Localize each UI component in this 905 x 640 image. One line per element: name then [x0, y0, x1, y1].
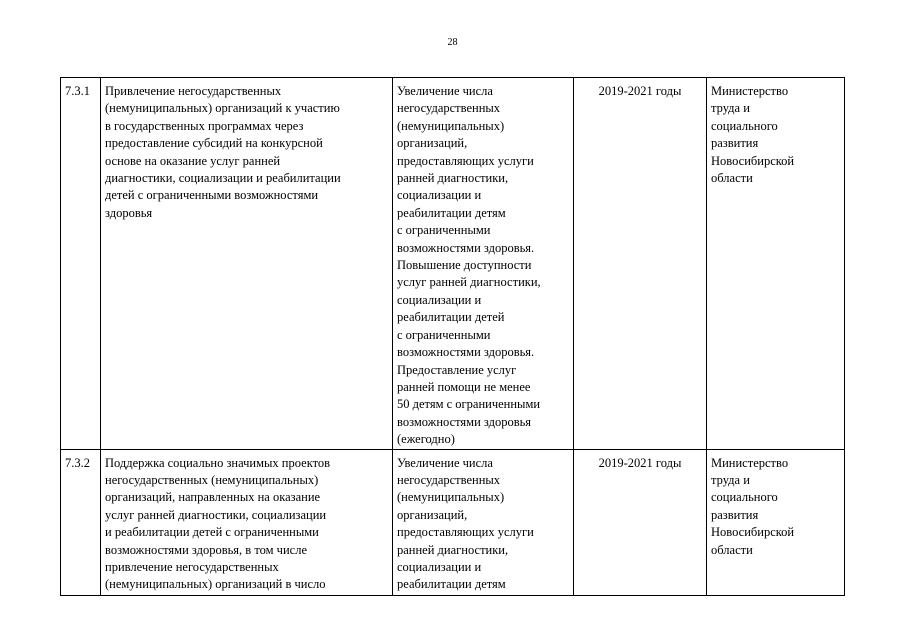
term: 2019-2021 годы	[598, 84, 682, 98]
executor-line: Министерство	[711, 455, 789, 470]
result-line: возможностями здоровья	[397, 414, 532, 429]
result-line: предоставляющих услуги	[397, 525, 534, 540]
measure-name-line: организаций, направленных на оказание	[105, 490, 321, 505]
result-line: ранней диагностики,	[397, 171, 509, 186]
result-line: Предоставление услуг	[397, 362, 517, 377]
result-line: социализации и	[397, 559, 482, 574]
measure-name-line: предоставление субсидий на конкурсной	[105, 136, 323, 151]
result-line: услуг ранней диагностики,	[397, 275, 541, 290]
result-line: социализации и	[397, 188, 482, 203]
result-line: организаций,	[397, 136, 468, 151]
result-line: с ограниченными	[397, 327, 491, 342]
item-number: 7.3.2	[65, 455, 90, 470]
result-line: реабилитации детям	[397, 577, 506, 592]
measure-name-line: детей с ограниченными возможностями	[105, 188, 319, 203]
term-cell	[574, 78, 707, 450]
measure-name-line: в государственных программах через	[105, 118, 304, 133]
result-line: возможностями здоровья.	[397, 345, 535, 360]
executor-line: труда и	[711, 472, 750, 487]
executor-line: области	[711, 171, 753, 186]
measure-name-line: здоровья	[105, 205, 153, 220]
table-row	[61, 78, 845, 450]
executor-line: Новосибирской	[711, 153, 795, 168]
result-line: социализации и	[397, 292, 482, 307]
result-line: Увеличение числа	[397, 455, 493, 470]
result-line: 50 детям с ограниченными	[397, 397, 541, 412]
executor-line: социального	[711, 118, 778, 133]
term-cell	[574, 449, 707, 595]
executor-line: развития	[711, 507, 759, 522]
result-line: организаций,	[397, 507, 468, 522]
result-line: (ежегодно)	[397, 432, 455, 447]
expected-result-cell	[393, 78, 574, 450]
result-line: возможностями здоровья.	[397, 240, 535, 255]
executor-line: Новосибирской	[711, 525, 795, 540]
measure-name-line: (немуниципальных) организаций в число	[105, 577, 326, 592]
measure-name-cell	[101, 449, 393, 595]
measure-name-line: негосударственных (немуниципальных)	[105, 472, 319, 487]
result-line: с ограниченными	[397, 223, 491, 238]
executor-line: развития	[711, 136, 759, 151]
result-line: реабилитации детям	[397, 205, 506, 220]
result-line: (немуниципальных)	[397, 118, 505, 133]
measure-name-cell	[101, 78, 393, 450]
measure-name-line: и реабилитации детей с ограниченными	[105, 525, 319, 540]
executor-cell	[707, 449, 845, 595]
result-line: негосударственных	[397, 472, 501, 487]
measure-name-line: возможностями здоровья, в том числе	[105, 542, 307, 557]
executor-line: Министерство	[711, 84, 789, 98]
term: 2019-2021 годы	[598, 455, 682, 470]
expected-result-cell	[393, 449, 574, 595]
table-row	[61, 449, 845, 595]
measure-name-line: Привлечение негосударственных	[105, 84, 282, 98]
item-number: 7.3.1	[65, 84, 90, 98]
measure-name-line: Поддержка социально значимых проектов	[105, 455, 331, 470]
measure-name-line: основе на оказание услуг ранней	[105, 153, 281, 168]
measure-name-line: услуг ранней диагностики, социализации	[105, 507, 327, 522]
result-line: Увеличение числа	[397, 84, 493, 98]
result-line: Повышение доступности	[397, 258, 532, 273]
item-number-cell	[61, 78, 101, 450]
measure-name-line: привлечение негосударственных	[105, 559, 279, 574]
result-line: негосударственных	[397, 101, 501, 116]
measure-name-line: (немуниципальных) организаций к участию	[105, 101, 340, 116]
measures-table	[60, 77, 845, 596]
executor-line: области	[711, 542, 753, 557]
result-line: реабилитации детей	[397, 310, 505, 325]
executor-line: труда и	[711, 101, 750, 116]
result-line: ранней помощи не менее	[397, 379, 531, 394]
result-line: предоставляющих услуги	[397, 153, 534, 168]
page-number: 28	[447, 37, 458, 48]
executor-cell	[707, 78, 845, 450]
item-number-cell	[61, 449, 101, 595]
result-line: (немуниципальных)	[397, 490, 505, 505]
measure-name-line: диагностики, социализации и реабилитации	[105, 171, 341, 186]
executor-line: социального	[711, 490, 778, 505]
result-line: ранней диагностики,	[397, 542, 509, 557]
